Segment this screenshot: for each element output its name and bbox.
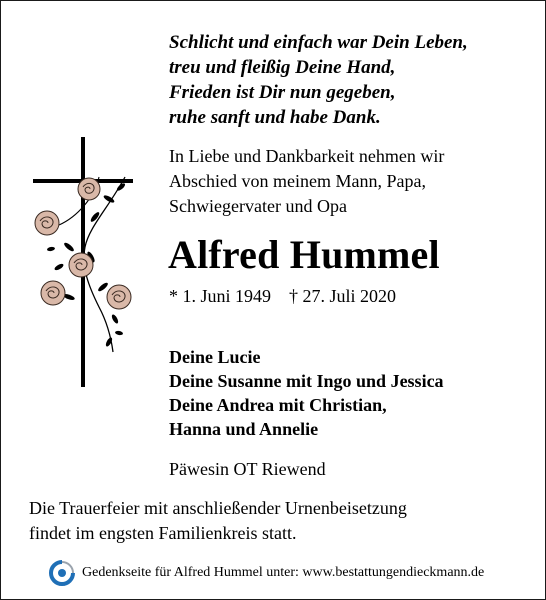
mourner-line: Hanna und Annelie [169, 419, 319, 439]
life-dates [169, 285, 396, 307]
deceased-name: Alfred Hummel [168, 232, 440, 277]
intro-line: Schwiegervater und Opa [169, 196, 347, 216]
intro-line: In Liebe und Dankbarkeit nehmen wir [169, 146, 445, 166]
intro-text [169, 144, 444, 219]
place-of-residence: Päwesin OT Riewend [169, 459, 326, 479]
poem-line: treu und fleißig Deine Hand, [169, 57, 396, 78]
memorial-logo-icon [47, 559, 77, 587]
mourner-line: Deine Susanne mit Ingo und Jessica [169, 371, 444, 391]
mourners-list [169, 345, 444, 441]
mourner-line: Deine Andrea mit Christian, [169, 395, 387, 415]
ceremony-line: findet im engsten Familienkreis statt. [29, 523, 297, 543]
memorial-page-footer[interactable] [47, 559, 484, 587]
mourner-line: Deine Lucie [169, 347, 261, 367]
intro-line: Abschied von meinem Mann, Papa, [169, 171, 426, 191]
ceremony-line: Die Trauerfeier mit anschließender Urnenbeisetzung [29, 498, 407, 518]
poem-line: ruhe sanft und habe Dank. [169, 107, 381, 128]
birth-date: * 1. Juni 1949 [169, 286, 272, 306]
memorial-poem [169, 30, 468, 130]
poem-line: Schlicht und einfach war Dein Leben, [169, 32, 468, 53]
death-date: † 27. Juli 2020 [289, 286, 397, 306]
poem-line: Frieden ist Dir nun gegeben, [169, 82, 396, 103]
memorial-page-link[interactable]: Gedenkseite für Alfred Hummel unter: www.bestattungendieckmann.de [82, 565, 485, 580]
cross-with-roses-icon [29, 137, 141, 389]
ceremony-note [29, 496, 407, 546]
